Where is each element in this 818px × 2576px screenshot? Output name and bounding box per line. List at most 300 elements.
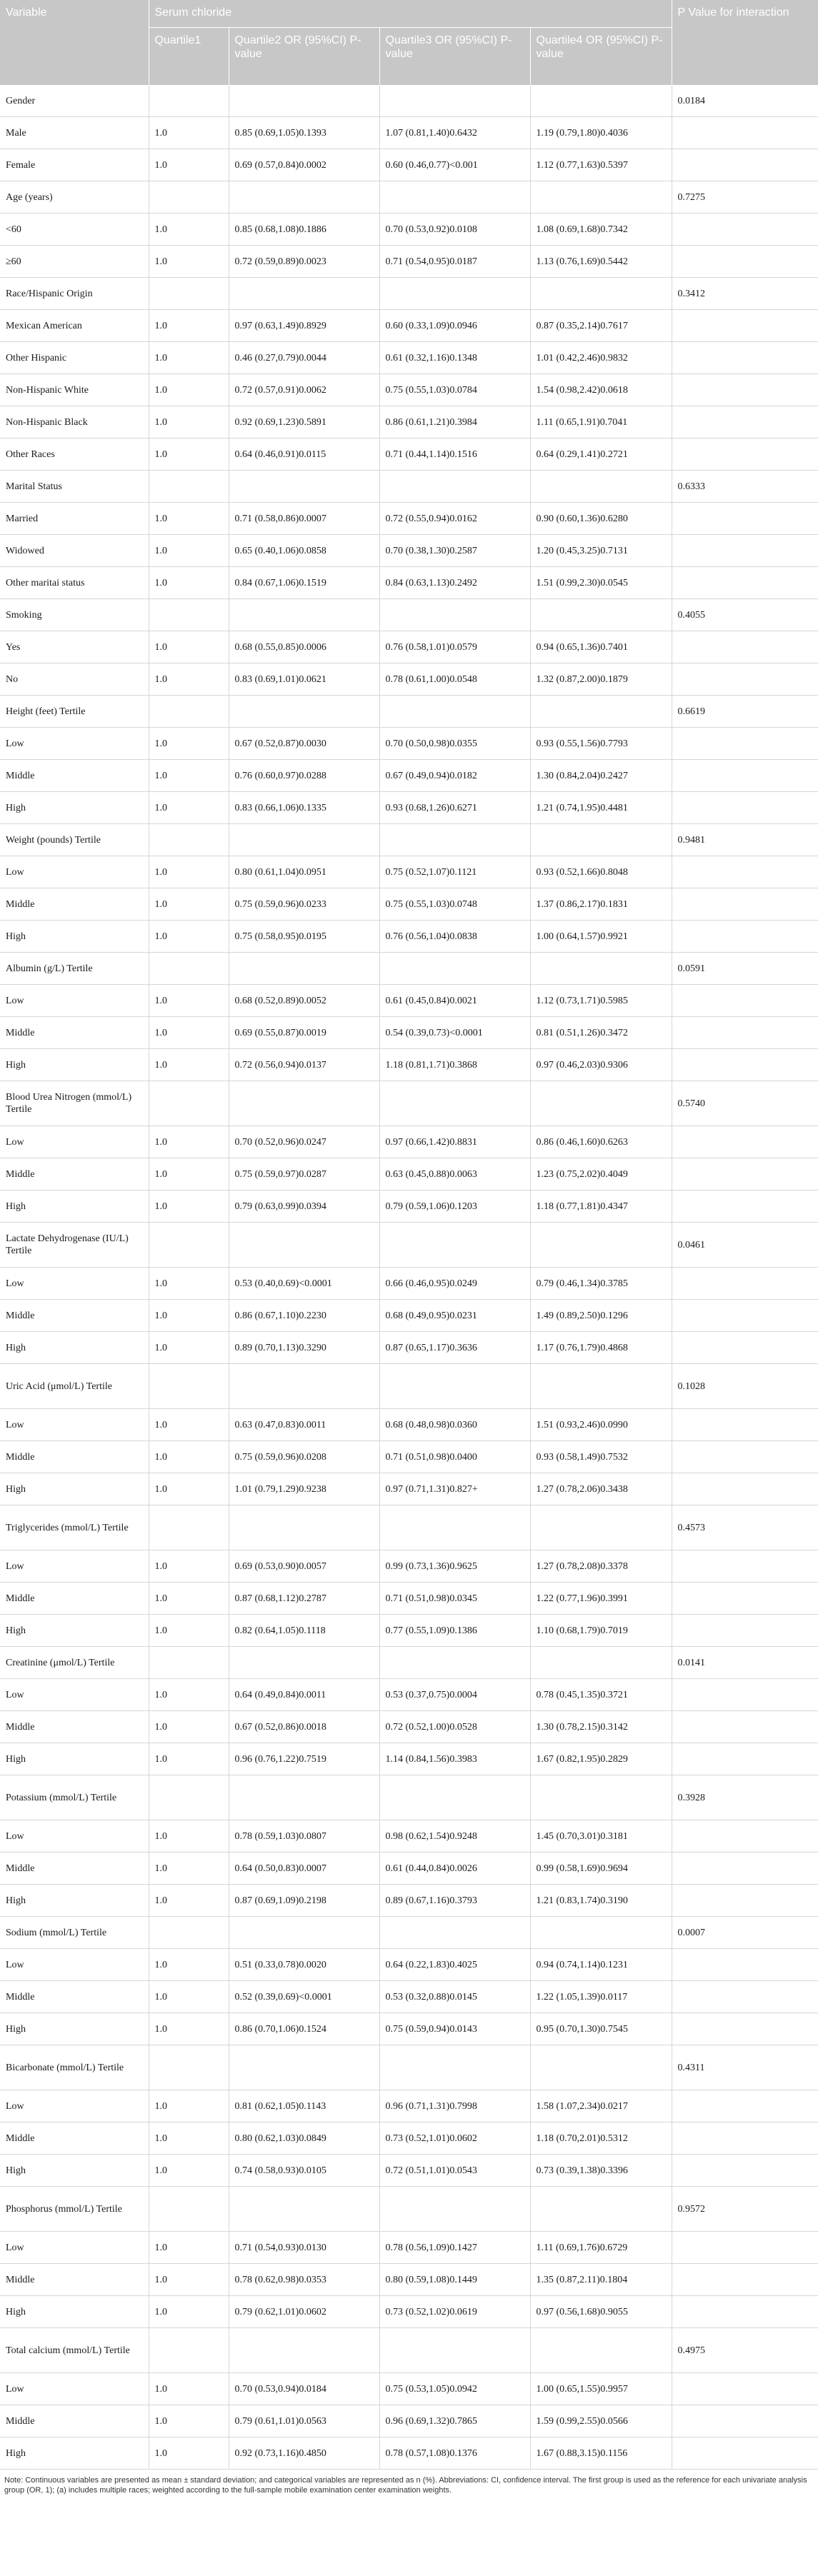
table-row — [0, 1017, 818, 1049]
row-label: Smoking — [0, 599, 149, 631]
quartile1-cell: 1.0 — [149, 1191, 229, 1223]
quartile4-cell: 1.19 (0.79,1.80)0.4036 — [530, 117, 672, 149]
quartile2-cell: 0.82 (0.64,1.05)0.1118 — [229, 1615, 379, 1647]
quartile1-cell: 1.0 — [149, 117, 229, 149]
empty-cell — [229, 1775, 379, 1820]
quartile4-cell: 1.51 (0.99,2.30)0.0545 — [530, 567, 672, 599]
table-row — [0, 2155, 818, 2187]
quartile4-cell: 0.93 (0.55,1.56)0.7793 — [530, 728, 672, 760]
header-quartile3: Quartile3 OR (95%CI) P-value — [379, 28, 530, 86]
quartile3-cell: 1.07 (0.81,1.40)0.6432 — [379, 117, 530, 149]
empty-cell — [149, 1647, 229, 1679]
empty-cell — [229, 2328, 379, 2373]
p-interaction-cell: 0.4573 — [672, 1505, 818, 1550]
quartile2-cell: 0.83 (0.69,1.01)0.0621 — [229, 663, 379, 696]
p-interaction-cell — [672, 2264, 818, 2296]
row-label: Non-Hispanic White — [0, 374, 149, 406]
row-label: Middle — [0, 1583, 149, 1615]
table-group-row — [0, 2187, 818, 2232]
quartile4-cell: 1.27 (0.78,2.06)0.3438 — [530, 1473, 672, 1505]
quartile3-cell: 0.99 (0.73,1.36)0.9625 — [379, 1550, 530, 1583]
quartile2-cell: 0.74 (0.58,0.93)0.0105 — [229, 2155, 379, 2187]
table-row — [0, 760, 818, 792]
quartile1-cell: 1.0 — [149, 1441, 229, 1473]
empty-cell — [379, 696, 530, 728]
quartile1-cell: 1.0 — [149, 728, 229, 760]
quartile4-cell: 1.13 (0.76,1.69)0.5442 — [530, 246, 672, 278]
p-interaction-cell — [672, 2123, 818, 2155]
table-row — [0, 631, 818, 663]
empty-cell — [530, 471, 672, 503]
quartile2-cell: 0.70 (0.52,0.96)0.0247 — [229, 1126, 379, 1158]
quartile2-cell: 0.71 (0.58,0.86)0.0007 — [229, 503, 379, 535]
row-label: Height (feet) Tertile — [0, 696, 149, 728]
row-label: High — [0, 2296, 149, 2328]
empty-cell — [379, 1775, 530, 1820]
empty-cell — [379, 1917, 530, 1949]
row-label: Low — [0, 2373, 149, 2405]
quartile2-cell: 0.87 (0.69,1.09)0.2198 — [229, 1885, 379, 1917]
quartile3-cell: 0.61 (0.32,1.16)0.1348 — [379, 342, 530, 374]
table-row — [0, 310, 818, 342]
empty-cell — [229, 599, 379, 631]
empty-cell — [149, 1223, 229, 1268]
row-label: High — [0, 1049, 149, 1081]
p-interaction-cell: 0.4311 — [672, 2045, 818, 2090]
quartile4-cell: 1.49 (0.89,2.50)0.1296 — [530, 1300, 672, 1332]
quartile1-cell: 1.0 — [149, 310, 229, 342]
row-label: Phosphorus (mmol/L) Tertile — [0, 2187, 149, 2232]
quartile1-cell: 1.0 — [149, 2090, 229, 2123]
row-label: Creatinine (μmol/L) Tertile — [0, 1647, 149, 1679]
row-label: Low — [0, 1268, 149, 1300]
table-row — [0, 1300, 818, 1332]
p-interaction-cell — [672, 1473, 818, 1505]
row-label: Age (years) — [0, 181, 149, 214]
empty-cell — [530, 1223, 672, 1268]
quartile4-cell: 0.95 (0.70,1.30)0.7545 — [530, 2013, 672, 2045]
quartile3-cell: 0.66 (0.46,0.95)0.0249 — [379, 1268, 530, 1300]
table-row — [0, 2232, 818, 2264]
quartile4-cell: 1.51 (0.93,2.46)0.0990 — [530, 1409, 672, 1441]
p-interaction-cell — [672, 310, 818, 342]
header-p-interaction: P Value for interaction — [672, 0, 818, 85]
quartile1-cell: 1.0 — [149, 1473, 229, 1505]
row-label: Middle — [0, 1300, 149, 1332]
table-row — [0, 921, 818, 953]
row-label: Middle — [0, 2264, 149, 2296]
quartile3-cell: 0.73 (0.52,1.02)0.0619 — [379, 2296, 530, 2328]
table-row — [0, 246, 818, 278]
quartile1-cell: 1.0 — [149, 1743, 229, 1775]
quartile3-cell: 0.70 (0.50,0.98)0.0355 — [379, 728, 530, 760]
p-interaction-cell: 0.9481 — [672, 824, 818, 856]
row-label: Weight (pounds) Tertile — [0, 824, 149, 856]
quartile4-cell: 1.22 (0.77,1.96)0.3991 — [530, 1583, 672, 1615]
quartile3-cell: 0.53 (0.37,0.75)0.0004 — [379, 1679, 530, 1711]
quartile2-cell: 0.97 (0.63,1.49)0.8929 — [229, 310, 379, 342]
table-row — [0, 792, 818, 824]
table-row — [0, 567, 818, 599]
quartile2-cell: 0.71 (0.54,0.93)0.0130 — [229, 2232, 379, 2264]
table-row — [0, 1853, 818, 1885]
row-label: Low — [0, 985, 149, 1017]
row-label: Low — [0, 1550, 149, 1583]
quartile2-cell: 0.78 (0.62,0.98)0.0353 — [229, 2264, 379, 2296]
table-row — [0, 1820, 818, 1853]
header-quartile2: Quartile2 OR (95%CI) P-value — [229, 28, 379, 86]
empty-cell — [530, 278, 672, 310]
table-row — [0, 1126, 818, 1158]
empty-cell — [379, 2187, 530, 2232]
quartile1-cell: 1.0 — [149, 149, 229, 181]
quartile3-cell: 0.78 (0.61,1.00)0.0548 — [379, 663, 530, 696]
p-interaction-cell — [672, 1711, 818, 1743]
quartile2-cell: 0.79 (0.62,1.01)0.0602 — [229, 2296, 379, 2328]
p-interaction-cell — [672, 2155, 818, 2187]
p-interaction-cell — [672, 374, 818, 406]
table-row — [0, 1949, 818, 1981]
p-interaction-cell — [672, 985, 818, 1017]
quartile4-cell: 1.58 (1.07,2.34)0.0217 — [530, 2090, 672, 2123]
empty-cell — [149, 278, 229, 310]
quartile1-cell: 1.0 — [149, 663, 229, 696]
p-interaction-cell — [672, 888, 818, 921]
quartile1-cell: 1.0 — [149, 760, 229, 792]
table-row — [0, 535, 818, 567]
header-serum-chloride: Serum chloride — [149, 0, 672, 28]
quartile1-cell: 1.0 — [149, 1332, 229, 1364]
table-group-row — [0, 953, 818, 985]
quartile2-cell: 0.79 (0.63,0.99)0.0394 — [229, 1191, 379, 1223]
quartile3-cell: 0.77 (0.55,1.09)0.1386 — [379, 1615, 530, 1647]
p-interaction-cell: 0.0007 — [672, 1917, 818, 1949]
quartile1-cell: 1.0 — [149, 438, 229, 471]
empty-cell — [149, 181, 229, 214]
quartile3-cell: 0.61 (0.45,0.84)0.0021 — [379, 985, 530, 1017]
table-group-row — [0, 1505, 818, 1550]
quartile2-cell: 0.75 (0.59,0.96)0.0233 — [229, 888, 379, 921]
empty-cell — [530, 85, 672, 117]
quartile2-cell: 0.79 (0.61,1.01)0.0563 — [229, 2405, 379, 2437]
empty-cell — [229, 696, 379, 728]
table-group-row — [0, 181, 818, 214]
quartile2-cell: 0.80 (0.61,1.04)0.0951 — [229, 856, 379, 888]
quartile1-cell: 1.0 — [149, 1853, 229, 1885]
p-interaction-cell — [672, 856, 818, 888]
table-group-row — [0, 1647, 818, 1679]
quartile3-cell: 0.93 (0.68,1.26)0.6271 — [379, 792, 530, 824]
quartile4-cell: 1.27 (0.78,2.08)0.3378 — [530, 1550, 672, 1583]
quartile1-cell: 1.0 — [149, 1049, 229, 1081]
quartile4-cell: 0.78 (0.45,1.35)0.3721 — [530, 1679, 672, 1711]
row-label: Middle — [0, 888, 149, 921]
empty-cell — [229, 278, 379, 310]
quartile2-cell: 0.89 (0.70,1.13)0.3290 — [229, 1332, 379, 1364]
quartile1-cell: 1.0 — [149, 2123, 229, 2155]
p-interaction-cell: 0.3928 — [672, 1775, 818, 1820]
quartile2-cell: 0.65 (0.40,1.06)0.0858 — [229, 535, 379, 567]
quartile3-cell: 0.72 (0.55,0.94)0.0162 — [379, 503, 530, 535]
quartile1-cell: 1.0 — [149, 342, 229, 374]
quartile1-cell: 1.0 — [149, 1711, 229, 1743]
table-group-row — [0, 599, 818, 631]
row-label: Middle — [0, 1711, 149, 1743]
table-row — [0, 1885, 818, 1917]
row-label: Non-Hispanic Black — [0, 406, 149, 438]
empty-cell — [530, 1917, 672, 1949]
empty-cell — [149, 471, 229, 503]
empty-cell — [229, 2187, 379, 2232]
quartile2-cell: 0.64 (0.50,0.83)0.0007 — [229, 1853, 379, 1885]
table-row — [0, 663, 818, 696]
p-interaction-cell: 0.4975 — [672, 2328, 818, 2373]
row-label: <60 — [0, 214, 149, 246]
table-row — [0, 728, 818, 760]
table-group-row — [0, 85, 818, 117]
quartile4-cell: 1.18 (0.77,1.81)0.4347 — [530, 1191, 672, 1223]
table-row — [0, 503, 818, 535]
empty-cell — [149, 2045, 229, 2090]
row-label: Middle — [0, 1158, 149, 1191]
quartile4-cell: 0.94 (0.74,1.14)0.1231 — [530, 1949, 672, 1981]
quartile1-cell: 1.0 — [149, 1949, 229, 1981]
row-label: Albumin (g/L) Tertile — [0, 953, 149, 985]
table-row — [0, 1473, 818, 1505]
p-interaction-cell — [672, 214, 818, 246]
row-label: Middle — [0, 1853, 149, 1885]
row-label: High — [0, 1191, 149, 1223]
quartile2-cell: 0.78 (0.59,1.03)0.0807 — [229, 1820, 379, 1853]
p-interaction-cell — [672, 1981, 818, 2013]
quartile3-cell: 1.18 (0.81,1.71)0.3868 — [379, 1049, 530, 1081]
quartile3-cell: 0.96 (0.71,1.31)0.7998 — [379, 2090, 530, 2123]
quartile4-cell: 1.17 (0.76,1.79)0.4868 — [530, 1332, 672, 1364]
p-interaction-cell — [672, 1191, 818, 1223]
empty-cell — [229, 471, 379, 503]
empty-cell — [530, 1081, 672, 1126]
table-row — [0, 1049, 818, 1081]
header-quartile1: Quartile1 — [149, 28, 229, 86]
empty-cell — [149, 599, 229, 631]
p-interaction-cell — [672, 1949, 818, 1981]
empty-cell — [379, 1647, 530, 1679]
quartile1-cell: 1.0 — [149, 2013, 229, 2045]
p-interaction-cell — [672, 2090, 818, 2123]
quartile3-cell: 0.97 (0.66,1.42)0.8831 — [379, 1126, 530, 1158]
quartile4-cell: 1.21 (0.83,1.74)0.3190 — [530, 1885, 672, 1917]
quartile1-cell: 1.0 — [149, 214, 229, 246]
empty-cell — [149, 1917, 229, 1949]
quartile1-cell: 1.0 — [149, 2155, 229, 2187]
quartile2-cell: 0.72 (0.57,0.91)0.0062 — [229, 374, 379, 406]
row-label: Potassium (mmol/L) Tertile — [0, 1775, 149, 1820]
table-row — [0, 149, 818, 181]
quartile4-cell: 1.12 (0.73,1.71)0.5985 — [530, 985, 672, 1017]
quartile1-cell: 1.0 — [149, 1583, 229, 1615]
row-label: Sodium (mmol/L) Tertile — [0, 1917, 149, 1949]
p-interaction-cell — [672, 760, 818, 792]
empty-cell — [229, 1505, 379, 1550]
quartile1-cell: 1.0 — [149, 1158, 229, 1191]
empty-cell — [149, 85, 229, 117]
table-group-row — [0, 696, 818, 728]
quartile2-cell: 0.81 (0.62,1.05)0.1143 — [229, 2090, 379, 2123]
row-label: Marital Status — [0, 471, 149, 503]
p-interaction-cell — [672, 1441, 818, 1473]
p-interaction-cell: 0.3412 — [672, 278, 818, 310]
quartile1-cell: 1.0 — [149, 2232, 229, 2264]
p-interaction-cell — [672, 503, 818, 535]
p-interaction-cell — [672, 1049, 818, 1081]
empty-cell — [530, 1647, 672, 1679]
row-label: Yes — [0, 631, 149, 663]
empty-cell — [379, 278, 530, 310]
quartile2-cell: 0.68 (0.55,0.85)0.0006 — [229, 631, 379, 663]
p-interaction-cell — [672, 246, 818, 278]
quartile2-cell: 0.75 (0.58,0.95)0.0195 — [229, 921, 379, 953]
p-interaction-cell — [672, 1853, 818, 1885]
row-label: Low — [0, 856, 149, 888]
quartile3-cell: 0.98 (0.62,1.54)0.9248 — [379, 1820, 530, 1853]
quartile3-cell: 0.68 (0.48,0.98)0.0360 — [379, 1409, 530, 1441]
row-label: Middle — [0, 1441, 149, 1473]
table-row — [0, 438, 818, 471]
quartile3-cell: 0.70 (0.53,0.92)0.0108 — [379, 214, 530, 246]
quartile4-cell: 1.18 (0.70,2.01)0.5312 — [530, 2123, 672, 2155]
quartile1-cell: 1.0 — [149, 888, 229, 921]
quartile3-cell: 0.70 (0.38,1.30)0.2587 — [379, 535, 530, 567]
quartile2-cell: 0.86 (0.67,1.10)0.2230 — [229, 1300, 379, 1332]
table-group-row — [0, 278, 818, 310]
quartile1-cell: 1.0 — [149, 1017, 229, 1049]
quartile4-cell: 1.45 (0.70,3.01)0.3181 — [530, 1820, 672, 1853]
quartile1-cell: 1.0 — [149, 1885, 229, 1917]
quartile3-cell: 0.75 (0.53,1.05)0.0942 — [379, 2373, 530, 2405]
quartile3-cell: 0.71 (0.51,0.98)0.0400 — [379, 1441, 530, 1473]
quartile4-cell: 1.20 (0.45,3.25)0.7131 — [530, 535, 672, 567]
row-label: ≥60 — [0, 246, 149, 278]
header-quartile4: Quartile4 OR (95%CI) P-value — [530, 28, 672, 86]
p-interaction-cell — [672, 1885, 818, 1917]
quartile1-cell: 1.0 — [149, 1981, 229, 2013]
row-label: Triglycerides (mmol/L) Tertile — [0, 1505, 149, 1550]
quartile4-cell: 1.00 (0.64,1.57)0.9921 — [530, 921, 672, 953]
empty-cell — [229, 1647, 379, 1679]
table-row — [0, 1550, 818, 1583]
empty-cell — [229, 953, 379, 985]
row-label: Other Hispanic — [0, 342, 149, 374]
empty-cell — [530, 2328, 672, 2373]
quartile4-cell: 1.11 (0.65,1.91)0.7041 — [530, 406, 672, 438]
row-label: Bicarbonate (mmol/L) Tertile — [0, 2045, 149, 2090]
row-label: Low — [0, 2232, 149, 2264]
quartile4-cell: 1.32 (0.87,2.00)0.1879 — [530, 663, 672, 696]
quartile1-cell: 1.0 — [149, 1268, 229, 1300]
quartile1-cell: 1.0 — [149, 1820, 229, 1853]
quartile3-cell: 0.71 (0.54,0.95)0.0187 — [379, 246, 530, 278]
table-row — [0, 1711, 818, 1743]
quartile4-cell: 0.73 (0.39,1.38)0.3396 — [530, 2155, 672, 2187]
p-interaction-cell — [672, 342, 818, 374]
quartile4-cell: 0.93 (0.58,1.49)0.7532 — [530, 1441, 672, 1473]
p-interaction-cell — [672, 921, 818, 953]
quartile1-cell: 1.0 — [149, 921, 229, 953]
table-row — [0, 1409, 818, 1441]
p-interaction-cell — [672, 1268, 818, 1300]
quartile2-cell: 0.69 (0.57,0.84)0.0002 — [229, 149, 379, 181]
quartile4-cell: 0.94 (0.65,1.36)0.7401 — [530, 631, 672, 663]
table-row — [0, 1981, 818, 2013]
row-label: Other Races — [0, 438, 149, 471]
table-row — [0, 374, 818, 406]
empty-cell — [229, 1917, 379, 1949]
table-row — [0, 117, 818, 149]
quartile1-cell: 1.0 — [149, 1550, 229, 1583]
quartile4-cell: 1.30 (0.78,2.15)0.3142 — [530, 1711, 672, 1743]
quartile4-cell: 0.97 (0.46,2.03)0.9306 — [530, 1049, 672, 1081]
quartile4-cell: 1.12 (0.77,1.63)0.5397 — [530, 149, 672, 181]
table-group-row — [0, 1917, 818, 1949]
table-row — [0, 2437, 818, 2470]
row-label: Widowed — [0, 535, 149, 567]
row-label: Middle — [0, 1017, 149, 1049]
table-row — [0, 1583, 818, 1615]
quartile2-cell: 0.92 (0.73,1.16)0.4850 — [229, 2437, 379, 2470]
empty-cell — [379, 824, 530, 856]
empty-cell — [379, 1223, 530, 1268]
quartile1-cell: 1.0 — [149, 2296, 229, 2328]
quartile2-cell: 0.52 (0.39,0.69)<0.0001 — [229, 1981, 379, 2013]
row-label: Low — [0, 1820, 149, 1853]
quartile1-cell: 1.0 — [149, 2437, 229, 2470]
p-interaction-cell: 0.6333 — [672, 471, 818, 503]
row-label: High — [0, 1885, 149, 1917]
quartile4-cell: 1.30 (0.84,2.04)0.2427 — [530, 760, 672, 792]
table-header — [0, 0, 818, 85]
header-variable: Variable — [0, 0, 149, 85]
table-row — [0, 2123, 818, 2155]
table-group-row — [0, 2328, 818, 2373]
quartile1-cell: 1.0 — [149, 406, 229, 438]
empty-cell — [530, 599, 672, 631]
table-row — [0, 985, 818, 1017]
row-label: Low — [0, 1126, 149, 1158]
p-interaction-cell — [672, 2437, 818, 2470]
quartile2-cell: 0.67 (0.52,0.87)0.0030 — [229, 728, 379, 760]
p-interaction-cell: 0.0141 — [672, 1647, 818, 1679]
quartile3-cell: 0.89 (0.67,1.16)0.3793 — [379, 1885, 530, 1917]
quartile3-cell: 0.68 (0.49,0.95)0.0231 — [379, 1300, 530, 1332]
p-interaction-cell — [672, 1300, 818, 1332]
p-interaction-cell — [672, 438, 818, 471]
p-interaction-cell — [672, 1615, 818, 1647]
p-interaction-cell — [672, 728, 818, 760]
table-group-row — [0, 471, 818, 503]
quartile4-cell: 1.00 (0.65,1.55)0.9957 — [530, 2373, 672, 2405]
empty-cell — [149, 824, 229, 856]
quartile1-cell: 1.0 — [149, 2373, 229, 2405]
quartile3-cell: 0.60 (0.46,0.77)<0.001 — [379, 149, 530, 181]
row-label: Uric Acid (μmol/L) Tertile — [0, 1364, 149, 1409]
quartile2-cell: 0.83 (0.66,1.06)0.1335 — [229, 792, 379, 824]
quartile4-cell: 1.54 (0.98,2.42)0.0618 — [530, 374, 672, 406]
table-row — [0, 2264, 818, 2296]
row-label: Low — [0, 2090, 149, 2123]
quartile4-cell: 0.93 (0.52,1.66)0.8048 — [530, 856, 672, 888]
empty-cell — [149, 1505, 229, 1550]
quartile4-cell: 1.08 (0.69,1.68)0.7342 — [530, 214, 672, 246]
